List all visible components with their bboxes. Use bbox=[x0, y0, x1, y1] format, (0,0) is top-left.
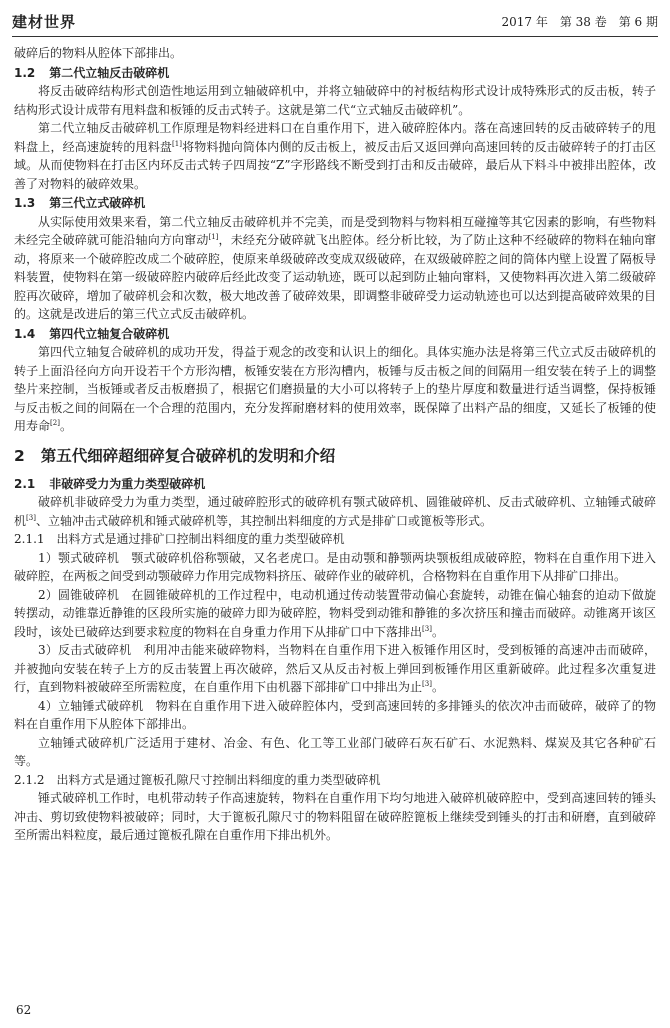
paragraph-text: 破碎机非破碎受力为重力类型，通过破碎腔形式的破碎机有颚式破碎机、圆锥破碎机、反击式破碎机、立轴锤式破碎机 bbox=[14, 495, 656, 528]
citation-ref[interactable]: [1] bbox=[172, 139, 182, 148]
paragraph-text: ，未经充分破碎就飞出腔体。经分析比较，为了防止这种不经破碎的物料在轴向窜动，将原来一个破碎腔改成二个破碎腔，使原来单级破碎改变成双级破碎，在双级破碎腔之间的筒体内壁上设置了隔板导料装置，使物料在第一级破碎腔内破碎后经此改变了运动轨迹，既可以起到防止轴向窜料，又使物料再次进入第二级破碎腔再次破碎，增加了破碎机会和次数，极大地改善了破碎效果，即调整非破碎受力运动轨迹也可以达到提高破碎效果的目的。这就是改进后的第三代立式反击破碎机。 bbox=[14, 233, 656, 321]
citation-ref[interactable]: [1] bbox=[208, 233, 219, 241]
paragraph: 4）立轴锤式破碎机 物料在自重作用下进入破碎腔体内，受到高速回转的多排锤头的依次冲击而破碎，破碎了的物料在自重作用下从腔体下部排出。 bbox=[14, 698, 656, 731]
section-title: 第四代立轴复合破碎机 bbox=[49, 326, 170, 341]
citation-ref[interactable]: [2] bbox=[50, 419, 60, 427]
section-title: 第五代细碎超细碎复合破碎机的发明和介绍 bbox=[40, 446, 336, 465]
section-number: 2 bbox=[14, 446, 25, 465]
paragraph bbox=[14, 213, 656, 324]
section-title: 第三代立式破碎机 bbox=[49, 196, 146, 210]
paragraph-text: 。 bbox=[431, 624, 444, 639]
journal-title: 建材世界 bbox=[12, 13, 77, 31]
section-heading-2 bbox=[14, 445, 656, 467]
section-title: 出料方式是通过排矿口控制出料细度的重力类型破碎机 bbox=[56, 532, 345, 546]
paragraph-text: 。 bbox=[59, 419, 72, 433]
section-title: 非破碎受力为重力类型破碎机 bbox=[49, 476, 206, 491]
running-header bbox=[12, 8, 658, 34]
paragraph: 将反击破碎结构形式创造性地运用到立轴破碎机中，并将立轴破碎中的衬板结构形式设计成特殊形式的反击板，转子结构形式设计成带有甩料盘和板锤的反击式转子。这就是第二代“立式轴反击破碎机”。 bbox=[14, 84, 656, 117]
section-heading-1-4 bbox=[14, 325, 656, 344]
section-heading-1-2 bbox=[14, 64, 656, 83]
header-rule bbox=[12, 36, 658, 37]
section-heading-2-1 bbox=[14, 475, 656, 494]
article-body bbox=[14, 44, 656, 845]
paragraph-text: 第二代立轴反击破碎机工作原理是物料经进料口在自重作用下，进入破碎腔体内。落在高速回转的反击破碎转子的甩料盘上，经高速旋转的甩料盘 bbox=[14, 121, 656, 154]
paragraph-text: 、立轴冲击式破碎机和锤式破碎机等，其控制出料细度的方式是排矿口或篦板等形式。 bbox=[35, 513, 492, 528]
citation-ref[interactable]: [3] bbox=[422, 680, 432, 688]
paragraph: 1）颚式破碎机 颚式破碎机俗称颚破，又名老虎口。是由动颚和静颚两块颚板组成破碎腔，物料在自重作用下进入破碎腔，在两板之间受到动颚破碎力作用完成物料挤压、破碎作业的破碎机，合格物料在自重作用下从排矿口排出。 bbox=[14, 550, 656, 583]
page-number: 62 bbox=[16, 1003, 32, 1017]
paragraph bbox=[14, 493, 656, 530]
section-number: 1.4 bbox=[14, 326, 36, 341]
paragraph-text: 将物料抛向筒体内侧的反击板上，被反击后又返回弹向高速回转的反击破碎转子的打击区域。从而使物料在打击区内环反击式转子四周按“Z”字形路线不断受到打击和反击破碎，最后从下料斗中被排出腔体，改善了对物料的破碎效果。 bbox=[14, 139, 656, 191]
paragraph bbox=[14, 119, 656, 193]
section-heading-2-1-2 bbox=[14, 771, 656, 790]
section-number: 2.1 bbox=[14, 476, 36, 491]
section-title: 第二代立轴反击破碎机 bbox=[49, 65, 170, 80]
paragraph bbox=[14, 586, 656, 642]
section-heading-1-3 bbox=[14, 194, 656, 213]
paragraph bbox=[14, 641, 656, 697]
paragraph-text: 从实际使用效果来看，第二代立轴反击破碎机并不完美，而是受到物料与物料相互碰撞等其它因素的影响，有些物料未经完全破碎就可能沿轴向方向窜动 bbox=[14, 214, 656, 247]
paragraph: 立轴锤式破碎机广泛适用于建材、冶金、有色、化工等工业部门破碎石灰石矿石、水泥熟料、煤炭及其它各种矿石等。 bbox=[14, 735, 656, 768]
section-number: 2.1.2 bbox=[14, 772, 45, 787]
paragraph: 破碎后的物料从腔体下部排出。 bbox=[14, 46, 183, 60]
section-number: 1.3 bbox=[14, 196, 36, 210]
section-heading-2-1-1 bbox=[14, 530, 656, 549]
issue-info: 2017 年 第 38 卷 第 6 期 bbox=[501, 15, 658, 29]
paragraph-text: 3）反击式破碎机 利用冲击能来破碎物料，当物料在自重作用下进入板锤作用区时，受到板锤的高速冲击而破碎，并被抛向安装在转子上方的反击装置上再次破碎，然后又从反击衬板上弹回到板锤作用区重新破碎。此过程多次重复进行，直到物料被破碎至所需粒度，在自重作用下由机器下部排矿口中排出为止 bbox=[14, 643, 656, 694]
paragraph-text: 第四代立轴复合破碎机的成功开发，得益于观念的改变和认识上的细化。具体实施办法是将第三代立式反击破碎机的转子上面沿径向方向开设若干个方形沟槽，板锤安装在方形沟槽内，板锤与反击板之间的间隔用一组安装在转子上的调整垫片来控制，当板锤或者反击板磨损了，根据它们磨损量的大小可以将转子上的垫片厚度和数量进行适当调整，保持板锤与反击板之间的间隔在一个合理的范围内，充分发挥耐磨材料的使用效率，既保障了出料产品的细度，又延长了板锤的使用寿命 bbox=[14, 345, 656, 433]
paragraph-text: 2）圆锥破碎机 在圆锥破碎机的工作过程中，电动机通过传动装置带动偏心套旋转，动锥在偏心轴套的迫动下做旋转摆动，动锥靠近静锥的区段所实施的破碎力即为破碎腔，物料受到动锥和静锥的多次挤压和撞击而破碎。动锥离开该区段时，该处已破碎达到要求粒度的物料在自身重力作用下从排矿口中下落排出 bbox=[14, 587, 656, 639]
paragraph-text: 。 bbox=[431, 680, 444, 694]
section-number: 2.1.1 bbox=[14, 532, 45, 546]
citation-ref[interactable]: [3] bbox=[26, 513, 36, 522]
section-number: 1.2 bbox=[14, 65, 36, 80]
paragraph: 锤式破碎机工作时，电机带动转子作高速旋转，物料在自重作用下均匀地进入破碎机破碎腔中，受到高速回转的锤头冲击、剪切致使物料被破碎；同时，大于篦板孔隙尺寸的物料阻留在破碎腔篦板上继续受到锤头的打击和研磨，直到破碎至所需出料粒度，最后通过篦板孔隙在自重作用下排出机外。 bbox=[14, 791, 656, 842]
citation-ref[interactable]: [3] bbox=[422, 624, 432, 633]
paragraph bbox=[14, 343, 656, 436]
section-title: 出料方式是通过篦板孔隙尺寸控制出料细度的重力类型破碎机 bbox=[56, 772, 381, 787]
